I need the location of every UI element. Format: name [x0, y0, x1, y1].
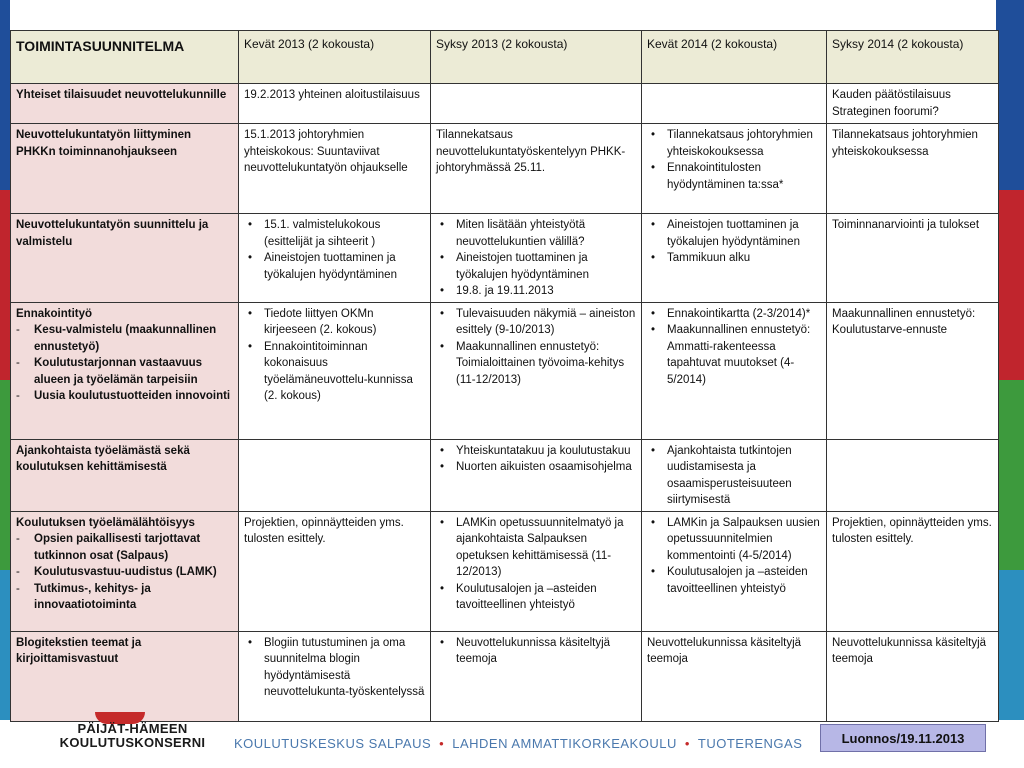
bullet-list [436, 443, 636, 476]
table-cell [827, 631, 999, 721]
table-cell [827, 511, 999, 631]
bullet-list [647, 443, 821, 509]
bullet-list [647, 515, 821, 598]
stripe-left-blue [0, 0, 10, 190]
stripe-red [996, 190, 1024, 380]
table-cell [642, 439, 827, 511]
bullet-list [436, 306, 636, 389]
table-cell [239, 302, 431, 439]
table-cell [239, 124, 431, 214]
row-header-subitems [16, 531, 233, 614]
separator-dot: • [439, 736, 445, 751]
table-row [11, 511, 999, 631]
header-cell-spring-2014: Kevät 2014 (2 kokousta) [642, 31, 827, 84]
stripe-blue [996, 0, 1024, 190]
konserni-logo [50, 722, 215, 750]
bullet-item: • Ennakointikartta (2-3/2014)* [667, 306, 821, 323]
bullet-list [244, 217, 425, 283]
row-header-cell [11, 84, 239, 124]
bullet-item: • Tulevaisuuden näkymiä – aineiston esittely (9-10/2013) [456, 306, 636, 339]
bullet-item: • Tammikuun alku [667, 250, 821, 267]
cell-text: Projektien, opinnäytteiden yms. tulosten esittely. [832, 516, 992, 545]
table-row [11, 439, 999, 511]
bullet-item: • LAMKin ja Salpauksen uusien opetussuunnitelmien kommentointi (4-5/2014) [667, 515, 821, 565]
row-header-cell [11, 631, 239, 721]
org-salpaus: KOULUTUSKESKUS SALPAUS [234, 736, 432, 751]
table-cell [431, 302, 642, 439]
table-cell [642, 302, 827, 439]
table-cell [239, 439, 431, 511]
bullet-item: • Ennakointitoiminnan kokonaisuus työelämäneuvottelu-kunnissa (2. kokous) [264, 339, 425, 405]
header-cell-autumn-2013: Syksy 2013 (2 kokousta) [431, 31, 642, 84]
table-cell [431, 439, 642, 511]
bullet-item: • 15.1. valmistelukokous (esittelijät ja sihteerit ) [264, 217, 425, 250]
table-cell [827, 214, 999, 303]
table-cell [239, 84, 431, 124]
bullet-item: • Tiedote liittyen OKMn kirjeeseen (2. kokous) [264, 306, 425, 339]
org-lamk: LAHDEN AMMATTIKORKEAKOULU [452, 736, 677, 751]
row-header-text: Neuvottelukuntatyön suunnittelu ja valmistelu [16, 219, 209, 248]
bullet-item: • Koulutusalojen ja –asteiden tavoitteellinen yhteistyö [456, 581, 636, 614]
organisation-list [234, 736, 802, 751]
bullet-list [244, 635, 425, 701]
bullet-item: • Maakunnallinen ennustetyö: Toimialoittainen työvoima-kehitys (11-12/2013) [456, 339, 636, 389]
table-cell [642, 124, 827, 214]
header-cell-spring-2013: Kevät 2013 (2 kokousta) [239, 31, 431, 84]
table-row [11, 302, 999, 439]
row-header-text: Ennakointityö [16, 307, 93, 320]
bullet-item: • Aineistojen tuottaminen ja työkalujen hyödyntäminen [456, 250, 636, 283]
cell-text: Neuvottelukunnissa käsiteltyjä teemoja [832, 636, 987, 665]
row-header-cell [11, 439, 239, 511]
cell-text: 15.1.2013 johtoryhmien yhteiskokous: Suuntaviivat neuvottelukuntatyön ohjaukselle [244, 129, 408, 174]
table-row [11, 124, 999, 214]
bullet-item: • LAMKin opetussuunnitelmatyö ja ajankohtaista Salpauksen opetuksen kehittämisessä (11-12/2013) [456, 515, 636, 581]
bullet-list [647, 217, 821, 267]
action-plan-table [10, 30, 999, 722]
table-cell [431, 84, 642, 124]
table-cell [827, 439, 999, 511]
row-header-text: Koulutuksen työelämälähtöisyys [16, 516, 195, 529]
cell-text: Tilannekatsaus johtoryhmien yhteiskokouksessa [832, 129, 978, 158]
row-header-subitem: - Kesu-valmistelu (maakunnallinen ennustetyö) [34, 322, 233, 355]
row-header-text: Neuvottelukuntatyön liittyminen PHKKn toiminnanohjaukseen [16, 129, 192, 158]
cell-text: Maakunnallinen ennustetyö: Koulutustarve-ennuste [832, 307, 976, 336]
row-header-subitem: - Opsien paikallisesti tarjottavat tutkinnon osat (Salpaus) [34, 531, 233, 564]
table-cell [239, 214, 431, 303]
stripe-cyan [996, 570, 1024, 720]
table-cell [642, 84, 827, 124]
separator-dot: • [684, 736, 690, 751]
header-cell-autumn-2014: Syksy 2014 (2 kokousta) [827, 31, 999, 84]
table-cell [431, 631, 642, 721]
table-cell [827, 302, 999, 439]
bullet-list [436, 217, 636, 300]
table-cell [431, 124, 642, 214]
row-header-subitems [16, 322, 233, 405]
stripe-left-cyan [0, 570, 10, 720]
cell-line: Kauden päätöstilaisuus [832, 89, 951, 101]
table-cell [642, 511, 827, 631]
bullet-list [244, 306, 425, 405]
table-cell [642, 214, 827, 303]
bullet-item: • Tilannekatsaus johtoryhmien yhteiskokouksessa [667, 127, 821, 160]
table-cell [827, 84, 999, 124]
bullet-item: • 19.8. ja 19.11.2013 [456, 283, 636, 300]
row-header-subitem: - Tutkimus-, kehitys- ja innovaatiotoiminta [34, 581, 233, 614]
bullet-list [647, 127, 821, 193]
row-header-subitem: - Koulutustarjonnan vastaavuus alueen ja työelämän tarpeisiin [34, 355, 233, 388]
bullet-list [647, 306, 821, 389]
bullet-item: • Maakunnallinen ennustetyö: Ammatti-rakenteessa tapahtuvat muutokset (4-5/2014) [667, 322, 821, 388]
stripe-left-red [0, 190, 10, 380]
table-cell [431, 214, 642, 303]
row-header-text: Ajankohtaista työelämästä sekä koulutuksen kehittämisestä [16, 444, 190, 473]
bullet-item: • Miten lisätään yhteistyötä neuvottelukuntien välillä? [456, 217, 636, 250]
bullet-item: • Ennakointitulosten hyödyntäminen ta:ssa* [667, 160, 821, 193]
logo-line-2: KOULUTUSKONSERNI [59, 735, 206, 750]
cell-text: 19.2.2013 yhteinen aloitustilaisuus [244, 89, 420, 101]
row-header-text: Yhteiset tilaisuudet neuvottelukunnille [16, 89, 227, 101]
stripe-left-green [0, 380, 10, 570]
bullet-item: • Blogiin tutustuminen ja oma suunnitelma blogin hyödyntämisestä neuvottelukunta-työskentelyssä [264, 635, 425, 701]
cell-text: Neuvottelukunnissa käsiteltyjä teemoja [647, 636, 802, 665]
table-cell [431, 511, 642, 631]
row-header-cell [11, 214, 239, 303]
table-cell [827, 124, 999, 214]
table-cell [239, 631, 431, 721]
bullet-item: • Ajankohtaista tutkintojen uudistamisesta ja osaamisperusteisuuteen siirtymisestä [667, 443, 821, 509]
cell-line: Strateginen foorumi? [832, 105, 939, 118]
bullet-list [436, 515, 636, 614]
row-header-subitem: - Uusia koulutustuotteiden innovointi [34, 388, 233, 405]
cell-text: Projektien, opinnäytteiden yms. tulosten esittely. [244, 516, 404, 545]
draft-label: Luonnos/19.11.2013 [820, 724, 986, 752]
table-cell [239, 511, 431, 631]
bullet-item: • Aineistojen tuottaminen ja työkalujen hyödyntäminen [264, 250, 425, 283]
bullet-item: • Nuorten aikuisten osaamisohjelma [456, 459, 636, 476]
table-row [11, 214, 999, 303]
row-header-subitem: - Koulutusvastuu-uudistus (LAMK) [34, 564, 233, 581]
bullet-item: • Neuvottelukunnissa käsiteltyjä teemoja [456, 635, 636, 668]
row-header-cell [11, 511, 239, 631]
header-cell-title: TOIMINTASUUNNITELMA [11, 31, 239, 84]
table-cell [642, 631, 827, 721]
bullet-item: • Yhteiskuntatakuu ja koulutustakuu [456, 443, 636, 460]
cell-text: Toiminnanarviointi ja tulokset [832, 219, 980, 231]
table-row [11, 631, 999, 721]
row-header-cell [11, 302, 239, 439]
org-tuoterengas: TUOTERENGAS [697, 736, 803, 751]
bullet-list [436, 635, 636, 668]
bullet-item: • Aineistojen tuottaminen ja työkalujen hyödyntäminen [667, 217, 821, 250]
table-header-row [11, 31, 999, 84]
row-header-text: Blogitekstien teemat ja kirjoittamisvastuut [16, 636, 142, 665]
bullet-item: • Koulutusalojen ja –asteiden tavoitteellinen yhteistyö [667, 564, 821, 597]
row-header-cell [11, 124, 239, 214]
stripe-green [996, 380, 1024, 570]
cell-text: Tilannekatsaus neuvottelukuntatyöskentelyyn PHKK-johtoryhmässä 25.11. [436, 129, 626, 174]
logo-line-1: PÄIJÄT-HÄMEEN [77, 721, 188, 736]
table-row [11, 84, 999, 124]
